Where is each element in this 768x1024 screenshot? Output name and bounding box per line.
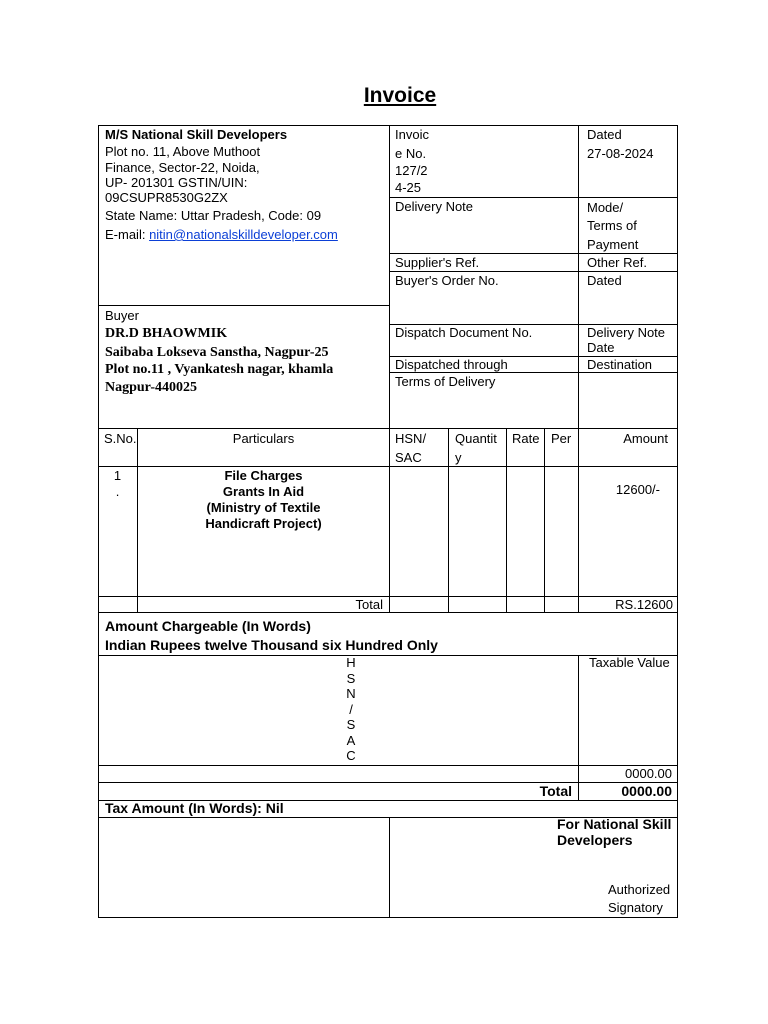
row-particular-line: File Charges <box>224 468 303 483</box>
seller-address-line: Plot no. 11, Above Muthoot <box>105 144 261 159</box>
page-title: Invoice <box>363 84 437 107</box>
dated-label: Dated <box>587 127 622 142</box>
seller-address-line: Finance, Sector-22, Noida, <box>105 160 260 175</box>
header-qty: Quantit <box>455 431 497 446</box>
row-sno: 1 <box>113 468 122 483</box>
buyer-address-line: Nagpur-440025 <box>105 380 198 395</box>
hsn-letter: S <box>346 670 356 686</box>
tax-total-label: Total <box>539 783 572 799</box>
header-hsn: SAC <box>395 450 422 465</box>
for-company-line: For National Skill <box>557 816 672 832</box>
invoice-no-label: e No. <box>395 146 427 161</box>
tax-words: Tax Amount (In Words): Nil <box>105 800 284 816</box>
hsn-letter: N <box>346 686 356 701</box>
invoice-no-value: 127/2 <box>395 163 428 178</box>
buyers-order-label: Buyer's Order No. <box>395 273 499 288</box>
hsn-letter: C <box>346 748 356 763</box>
row-sno: . <box>115 484 120 499</box>
header-hsn: HSN/ <box>395 431 427 446</box>
header-amount: Amount <box>623 431 668 446</box>
authorized-label: Authorized <box>608 882 671 897</box>
row-particular-line: Handicraft Project) <box>205 516 322 531</box>
row-particular-line: (Ministry of Textile <box>206 500 321 515</box>
hsn-sac-vertical-label <box>343 655 359 764</box>
header-rate: Rate <box>512 431 540 446</box>
mode-terms-label: Terms of <box>587 218 637 233</box>
buyer-label: Buyer <box>105 308 139 323</box>
seller-address-line: UP- 201301 GSTIN/UIN: <box>105 175 248 190</box>
row-amount: 12600/- <box>615 482 660 497</box>
buyer-name: DR.D BHAOWMIK <box>105 326 228 341</box>
items-total-label: Total <box>355 597 383 612</box>
email-link[interactable]: nitin@nationalskilldeveloper.com <box>149 227 338 242</box>
buyer-address-line: Saibaba Lokseva Sanstha, Nagpur-25 <box>105 345 329 360</box>
seller-gstin: 09CSUPR8530G2ZX <box>105 190 228 205</box>
delivery-note-label: Delivery Note <box>395 199 474 214</box>
suppliers-ref-label: Supplier's Ref. <box>395 255 480 270</box>
taxable-value: 0000.00 <box>625 766 672 781</box>
other-ref-label: Other Ref. <box>587 255 647 270</box>
amount-words-value: Indian Rupees twelve Thousand six Hundred Only <box>105 637 438 653</box>
dated2-label: Dated <box>587 273 622 288</box>
row-particular-line: Grants In Aid <box>222 484 305 499</box>
delivery-note-date-label: Date <box>587 340 615 355</box>
hsn-letter: H <box>346 655 356 670</box>
taxable-value-label: Taxable Value <box>589 655 670 670</box>
hsn-letter: A <box>346 732 356 748</box>
signatory-label: Signatory <box>608 900 663 915</box>
tax-total-value: 0000.00 <box>621 783 672 799</box>
seller-name: M/S National Skill Developers <box>105 127 288 142</box>
dispatch-doc-label: Dispatch Document No. <box>395 325 533 340</box>
dated-value: 27-08-2024 <box>587 146 654 161</box>
mode-terms-label: Payment <box>587 237 639 252</box>
invoice-no-label: Invoic <box>395 127 429 142</box>
buyer-address-line: Plot no.11 , Vyankatesh nagar, khamla <box>105 362 334 377</box>
terms-of-delivery-label: Terms of Delivery <box>395 374 496 389</box>
amount-words-label: Amount Chargeable (In Words) <box>105 618 311 634</box>
header-sno: S.No. <box>104 431 137 446</box>
seller-email-row <box>105 227 338 243</box>
for-company-line: Developers <box>557 832 633 848</box>
hsn-letter: / <box>349 701 353 717</box>
seller-state: State Name: Uttar Pradesh, Code: 09 <box>105 208 322 223</box>
invoice-no-value: 4-25 <box>395 180 422 195</box>
mode-terms-label: Mode/ <box>587 200 624 215</box>
delivery-note-date-label: Delivery Note <box>587 325 666 340</box>
email-label: E-mail: <box>105 227 150 242</box>
dispatched-through-label: Dispatched through <box>395 357 508 372</box>
header-qty: y <box>455 450 462 465</box>
header-per: Per <box>551 431 572 446</box>
header-particulars: Particulars <box>232 431 295 446</box>
destination-label: Destination <box>587 357 653 372</box>
hsn-letter: S <box>346 717 356 732</box>
items-total-value: RS.12600 <box>615 597 673 612</box>
